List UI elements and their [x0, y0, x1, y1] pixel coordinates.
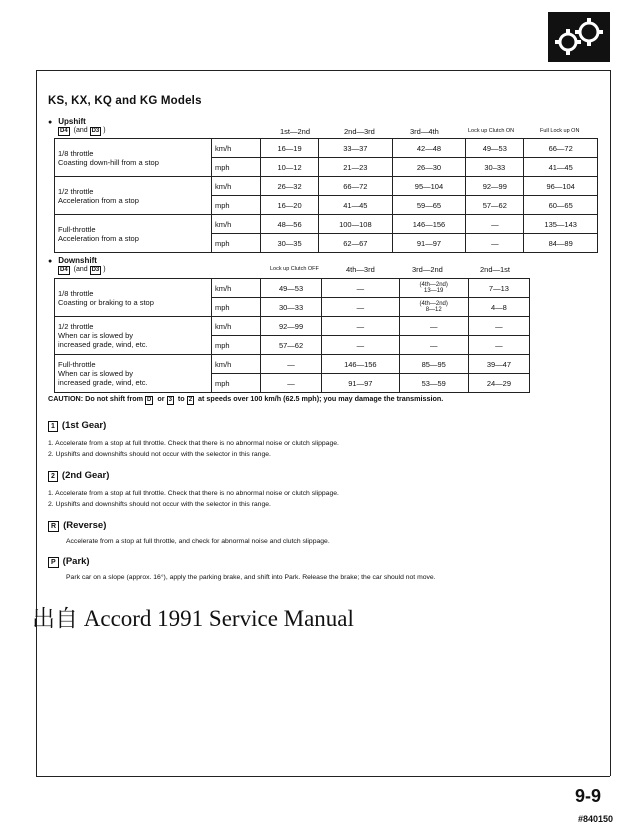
condition-cell [55, 177, 212, 215]
speed-cell: — [322, 279, 399, 298]
condition-line: increased grade, wind, etc. [58, 378, 148, 387]
condition-line: Full-throttle [58, 360, 96, 369]
condition-cell [55, 215, 212, 253]
condition-line: 1/8 throttle [58, 288, 94, 298]
condition-cell [55, 317, 212, 355]
speed-cell: — [466, 234, 524, 253]
speed-cell: 60—65 [524, 196, 598, 215]
downshift-mode: D4 (and D3 ) [60, 266, 106, 273]
speed-cell: — [261, 374, 322, 393]
upshift-table [54, 138, 598, 253]
unit-cell: km/h [212, 355, 261, 374]
condition-line: Acceleration from a stop [58, 233, 139, 243]
unit-cell: mph [212, 158, 261, 177]
table-row [55, 355, 530, 374]
speed-cell: 66—72 [524, 139, 598, 158]
condition-line: Coasting down-hill from a stop [58, 157, 159, 167]
speed-cell: 7—13 [468, 279, 529, 298]
unit-cell: mph [212, 234, 261, 253]
speed-cell: 26—30 [392, 158, 466, 177]
unit-cell: mph [212, 298, 261, 317]
table-row [55, 317, 530, 336]
speed-cell: 10—12 [261, 158, 319, 177]
speed-cell: 49—53 [466, 139, 524, 158]
speed-cell: — [261, 355, 322, 374]
speed-cell: 100—108 [319, 215, 393, 234]
condition-line: increased grade, wind, etc. [58, 340, 148, 349]
right-rule [610, 70, 611, 776]
speed-cell: 41—45 [524, 158, 598, 177]
speed-cell: 95—104 [392, 177, 466, 196]
table-row [55, 177, 598, 196]
speed-cell: 146—156 [322, 355, 399, 374]
speed-cell: 30—35 [261, 234, 319, 253]
speed-cell: 41—45 [319, 196, 393, 215]
speed-cell: — [322, 298, 399, 317]
speed-cell: 62—67 [319, 234, 393, 253]
page-title: KS, KX, KQ and KG Models [48, 95, 202, 107]
section-1st-gear: 1 (1st Gear) 1. Accelerate from a stop at full throttle. Check that there is no abnormal noise or clutch slippage. 2. Upshifts and downshifts should not occur with the selector in this range. [48, 420, 339, 458]
unit-cell: km/h [212, 139, 261, 158]
speed-cell: 57—62 [261, 336, 322, 355]
unit-cell: km/h [212, 177, 261, 196]
unit-cell: mph [212, 336, 261, 355]
speed-cell: 66—72 [319, 177, 393, 196]
speed-cell: 92—99 [261, 317, 322, 336]
caution-note: CAUTION: Do not shift from D or 3 to 2 at speeds over 100 km/h (62.5 mph); you may damage the transmission. [48, 394, 444, 403]
unit-cell: km/h [212, 317, 261, 336]
speed-cell: 24—29 [468, 374, 529, 393]
speed-cell: 26—32 [261, 177, 319, 196]
speed-cell: 85—95 [399, 355, 468, 374]
page-number: 9-9 [575, 786, 602, 806]
condition-cell [55, 355, 212, 393]
speed-cell: — [399, 336, 468, 355]
top-rule [36, 70, 610, 71]
speed-cell: 21—23 [319, 158, 393, 177]
table-row [55, 215, 598, 234]
speed-cell: 49—53 [261, 279, 322, 298]
speed-cell: — [468, 336, 529, 355]
speed-cell: 30—33 [261, 298, 322, 317]
condition-line: Full-throttle [58, 224, 96, 234]
unit-cell: mph [212, 374, 261, 393]
condition-line: When car is slowed by [58, 369, 134, 378]
speed-cell: 48—56 [261, 215, 319, 234]
speed-cell: 84—89 [524, 234, 598, 253]
speed-cell: — [399, 317, 468, 336]
speed-cell: (4th—2nd) 13—19 [399, 279, 468, 298]
condition-cell [55, 279, 212, 317]
section-reverse: R (Reverse) Accelerate from a stop at full throttle, and check for abnormal noise and clutch slippage. [48, 520, 608, 556]
condition-cell [55, 139, 212, 177]
source-title: 出自 Accord 1991 Service Manual [32, 606, 354, 631]
speed-cell: 33—37 [319, 139, 393, 158]
left-rule [36, 70, 37, 776]
speed-cell: 39—47 [468, 355, 529, 374]
speed-cell: 135—143 [524, 215, 598, 234]
condition-line: 1/2 throttle [58, 186, 94, 196]
speed-cell: 59—65 [392, 196, 466, 215]
speed-cell: 57—62 [466, 196, 524, 215]
downshift-table [54, 278, 530, 393]
section-park: P (Park) Park car on a slope (approx. 16°), apply the parking brake, and shift into Park. Release the brake; the car should not move. [48, 556, 608, 592]
unit-cell: mph [212, 196, 261, 215]
speed-cell: 16—20 [261, 196, 319, 215]
bottom-rule [36, 776, 610, 777]
speed-cell: 53—59 [399, 374, 468, 393]
speed-cell: 91—97 [392, 234, 466, 253]
speed-cell: 96—104 [524, 177, 598, 196]
unit-cell: km/h [212, 279, 261, 298]
table-row [55, 139, 598, 158]
speed-cell: 30–33 [466, 158, 524, 177]
speed-cell: 4—8 [468, 298, 529, 317]
speed-cell: — [322, 336, 399, 355]
image-number: #840150 [578, 814, 614, 824]
speed-cell: (4th—2nd) 8—12 [399, 298, 468, 317]
speed-cell: — [466, 215, 524, 234]
upshift-heading: ● Upshift [48, 117, 86, 126]
gear-test-sections [48, 420, 608, 592]
speed-cell: — [322, 317, 399, 336]
speed-cell: 16—19 [261, 139, 319, 158]
speed-cell: — [468, 317, 529, 336]
speed-cell: 146—156 [392, 215, 466, 234]
gears-icon [548, 12, 610, 62]
condition-line: Acceleration from a stop [58, 195, 139, 205]
condition-line: When car is slowed by [58, 331, 134, 340]
unit-cell: km/h [212, 215, 261, 234]
downshift-heading: ● Downshift [48, 256, 97, 265]
condition-line: Coasting or braking to a stop [58, 297, 154, 307]
speed-cell: 92—99 [466, 177, 524, 196]
upshift-mode: D4 (and D3 ) [60, 127, 106, 134]
condition-line: 1/8 throttle [58, 148, 94, 158]
speed-cell: 91—97 [322, 374, 399, 393]
condition-line: 1/2 throttle [58, 322, 94, 331]
section-2nd-gear: 2 (2nd Gear) 1. Accelerate from a stop at full throttle. Check that there is no abnormal noise or clutch slippage. 2. Upshifts and downshifts should not occur with the selector in this range. [48, 470, 339, 508]
table-row [55, 279, 530, 298]
speed-cell: 42—48 [392, 139, 466, 158]
